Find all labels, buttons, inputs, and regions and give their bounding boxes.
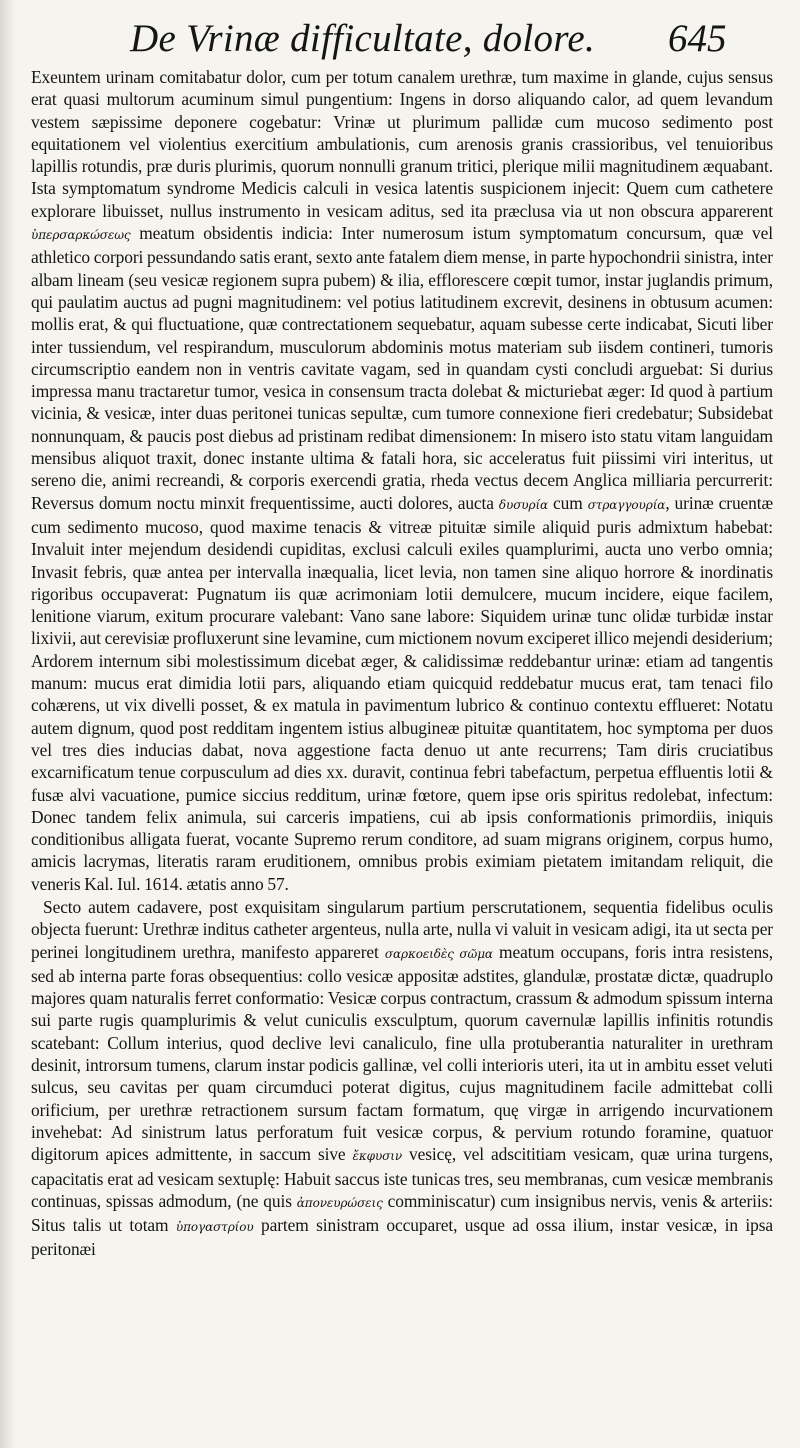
paragraph-case-history [31,66,773,895]
paragraph-autopsy-findings [31,896,773,1261]
greek-term: ἔκφυσιν [352,1149,403,1164]
running-title: De Vrinæ difficultate, dolore. [130,17,596,60]
greek-term: ὑπερσαρκώσεως [31,228,131,243]
text-run: meatum occupans, foris intra resistens, sed ab interna parte foras obsequentius: collo vesicæ appositæ adstites, glandulæ, prostatæ dictæ, quadruplo majores quam naturalis ferret conformatio: Vesicæ corpus contractum, crassum & admodum spissum interna sui parte rugis quamplurimis & velut cuniculis exsculptum, quorum cavernulæ lapillis infinitis rotundis scatebant: Collum interius, quod declive levi canaliculo, fine ulla protuberantia naturaliter in urethram desinit, introrsum tumens, clarum instar podicis gallinæ, vel colli interioris uteri, ita ut in ambitu esset veluti sulcus, seu cavitas per quam circumduci poterat digitus, cujus magnitudinem facile admittebat colli orificium, per urethræ retractionem sursum factam formatum, quę virgæ in arrigendo incurvationem invehebat: Ad sinistrum latus perforatum fuit vesicæ corpus, & pervium rotundo foramine, quatuor digitorum apices admittente, in saccum sive [31,941,773,1165]
text-run: cum [548,492,588,513]
text-run: partem sinistram occuparet, usque ad ossa ilium, instar vesicæ, in ipsa peritonæi [31,1215,773,1260]
text-run: meatum obsidentis indicia: Inter numerosum istum symptomatum concursum, quæ vel athletico corpori pessundando satis erant, sexto ante fatalem diem mense, in parte hypochondrii sinistra, inter albam lineam (seu vesicæ regionem supra pubem) & ilia, efflorescere cœpit tumor, instar juglandis primum, qui paulatim auctus ad pugni magnitudinem: vel potius latitudinem excrevit, desinens in obtusum acumen: mollis erat, & qui fluctuatione, quæ contrectationem sequebatur, aquam subesse certe indicabat, Sicuti liber inter tussiendum, vel respirandum, musculorum abdominis motus materiam sub iisdem contineri, tumoris circumscriptio eandem non in ventris cavitate vagam, sed in quandam cysti concludi arguebat: Si durius impressa manu tractaretur tumor, vesica in consensum tracta dolebat & micturiebat æger: Id quod à partium vicinia, & vesicæ, inter duas peritonei tunicas sepultæ, cum tumore connexione fieri credebatur; Subsidebat nonnunquam, & paucis post diebus ad pristinam redibat dimensionem: In misero isto statu vitam languidam mensibus aliquot traxit, donec instante ultima & fatali hora, sic acceleratus fuit piissimi viri interitus, ut sereno die, animi recreandi, & corporis exercendi gratia, rheda vectus decem Anglica milliaria percurrerit: Reversus domum noctu minxit frequentissime, aucti dolores, aucta [31,223,773,513]
text-run: Secto autem cadavere, post exquisitam singularum partium perscrutationem, sequentia fidelibus oculis objecta fuerunt: Urethræ inditus catheter argenteus, nulla arte, nulla vi valuit in vesicam adigi, ita ut secta per perinei longitudinem urethra, manifesto appareret [31,896,773,962]
running-header [0,12,800,68]
greek-term: σαρκοειδὲς σῶμα [384,946,493,961]
text-run: Exeuntem urinam comitabatur dolor, cum per totum canalem urethræ, tum maxime in glande, cujus sensus erat quasi multorum acuminum simul pungentium: Ingens in dorso aliquando calor, ad quem levandum vestem sæpissime deponere cogebatur: Vrinæ ut plurimum pallidæ cum mucoso sedimento post equitationem vel violentius exercitium ambulationis, cum arenosis granis crassioribus, vel tenuioribus lapillis rotundis, præ duris plurimis, quorum nonnulli granum tritici, plerique milii magnitudinem æquabant. Ista symptomatum syndrome Medicis calculi in vesica latentis suspicionem injecit: Quem cum cathetere explorare libuisset, nullus instrumento in vesicam aditus, sed ita præclusa via ut non obscura apparerent [31,67,773,221]
greek-term: ὑπογαστρίου [175,1220,254,1235]
greek-term: στραγγουρία [587,497,666,512]
greek-term: ἀπονευρώσεις [296,1195,383,1210]
page-number: 645 [668,17,727,60]
text-run: comminiscatur) cum insignibus nervis, venis & arteriis: Situs talis ut totam [31,1190,774,1236]
text-run: , urinæ cruentæ cum sedimento mucoso, quod maxime tenacis & vitreæ pituitæ simile aliquid puris admixtum habebat: Invaluit inter mejendum desidendi cupiditas, exclusi calculi exiles quamplurimi, aucta uno verbo omnia; Invasit febris, quæ antea per intervalla inæqualia, licet levia, non tamen sine aliquo horrore & inordinatis rigoribus occupaverat: Pugnatum iis quæ acrimoniam lotii demulcere, mucum incidere, eique facilem, lenitione viarum, exitum procurare valebant: Vano sane labore: Siquidem urinæ tunc olidæ turbidæ instar lixivii, aut cerevisiæ profluxerunt sine levamine, cum mictionem novum exciperet illico mejendi desiderium; Ardorem internum sibi molestissimum dicebat æger, & calidissimæ reddebantur urinæ: etiam ad tangentis manum: mucus erat dimidia lotii pars, aliquando etiam quicquid reddebatur mucus erat, tam tenaci filo cohærens, ut vix divelli posset, & ex matula in pavimentum lubrico & continuo contextu efflueret: Notatu autem dignum, quod post redditam ingentem istius albugineæ pituitæ quantitatem, hoc symptoma per duos vel tres dies inducias dabat, nova aggestione facta denuo ut ante recurrens; Tam diris cruciatibus excarnificatum tenue corpusculum ad dies xx. duravit, continua febri tabefactum, perpetua effluentis lotii & fusæ alvi vacuatione, pumice siccius redditum, urinæ fœtore, quem ipse oris spiritus redolebat, infectum: Donec tandem felix animula, sui carceris impatiens, cui ab ipsis conformationis primordiis, iniquis conditionibus alligata fuerat, vocante Supremo rerum conditore, ad suam migrans originem, corpus humo, amicis lacrymas, literatis raram eruditionem, omnibus probis eximiam pietatem imitandam reliquit, die veneris Kal. Iul. 1614. ætatis anno 57. [31,492,773,894]
text-run: vesicę, vel adscititiam vesicam, quæ urina turgens, capacitatis erat ad vesicam sextuplę: Habuit saccus iste tunicas tres, seu membranas, cum vesicæ membranis continuas, spissas admodum, (ne quis [31,1144,773,1211]
body-text [31,66,773,1261]
greek-term: δυσυρία [498,497,549,512]
binding-gutter-shadow [0,0,16,1448]
